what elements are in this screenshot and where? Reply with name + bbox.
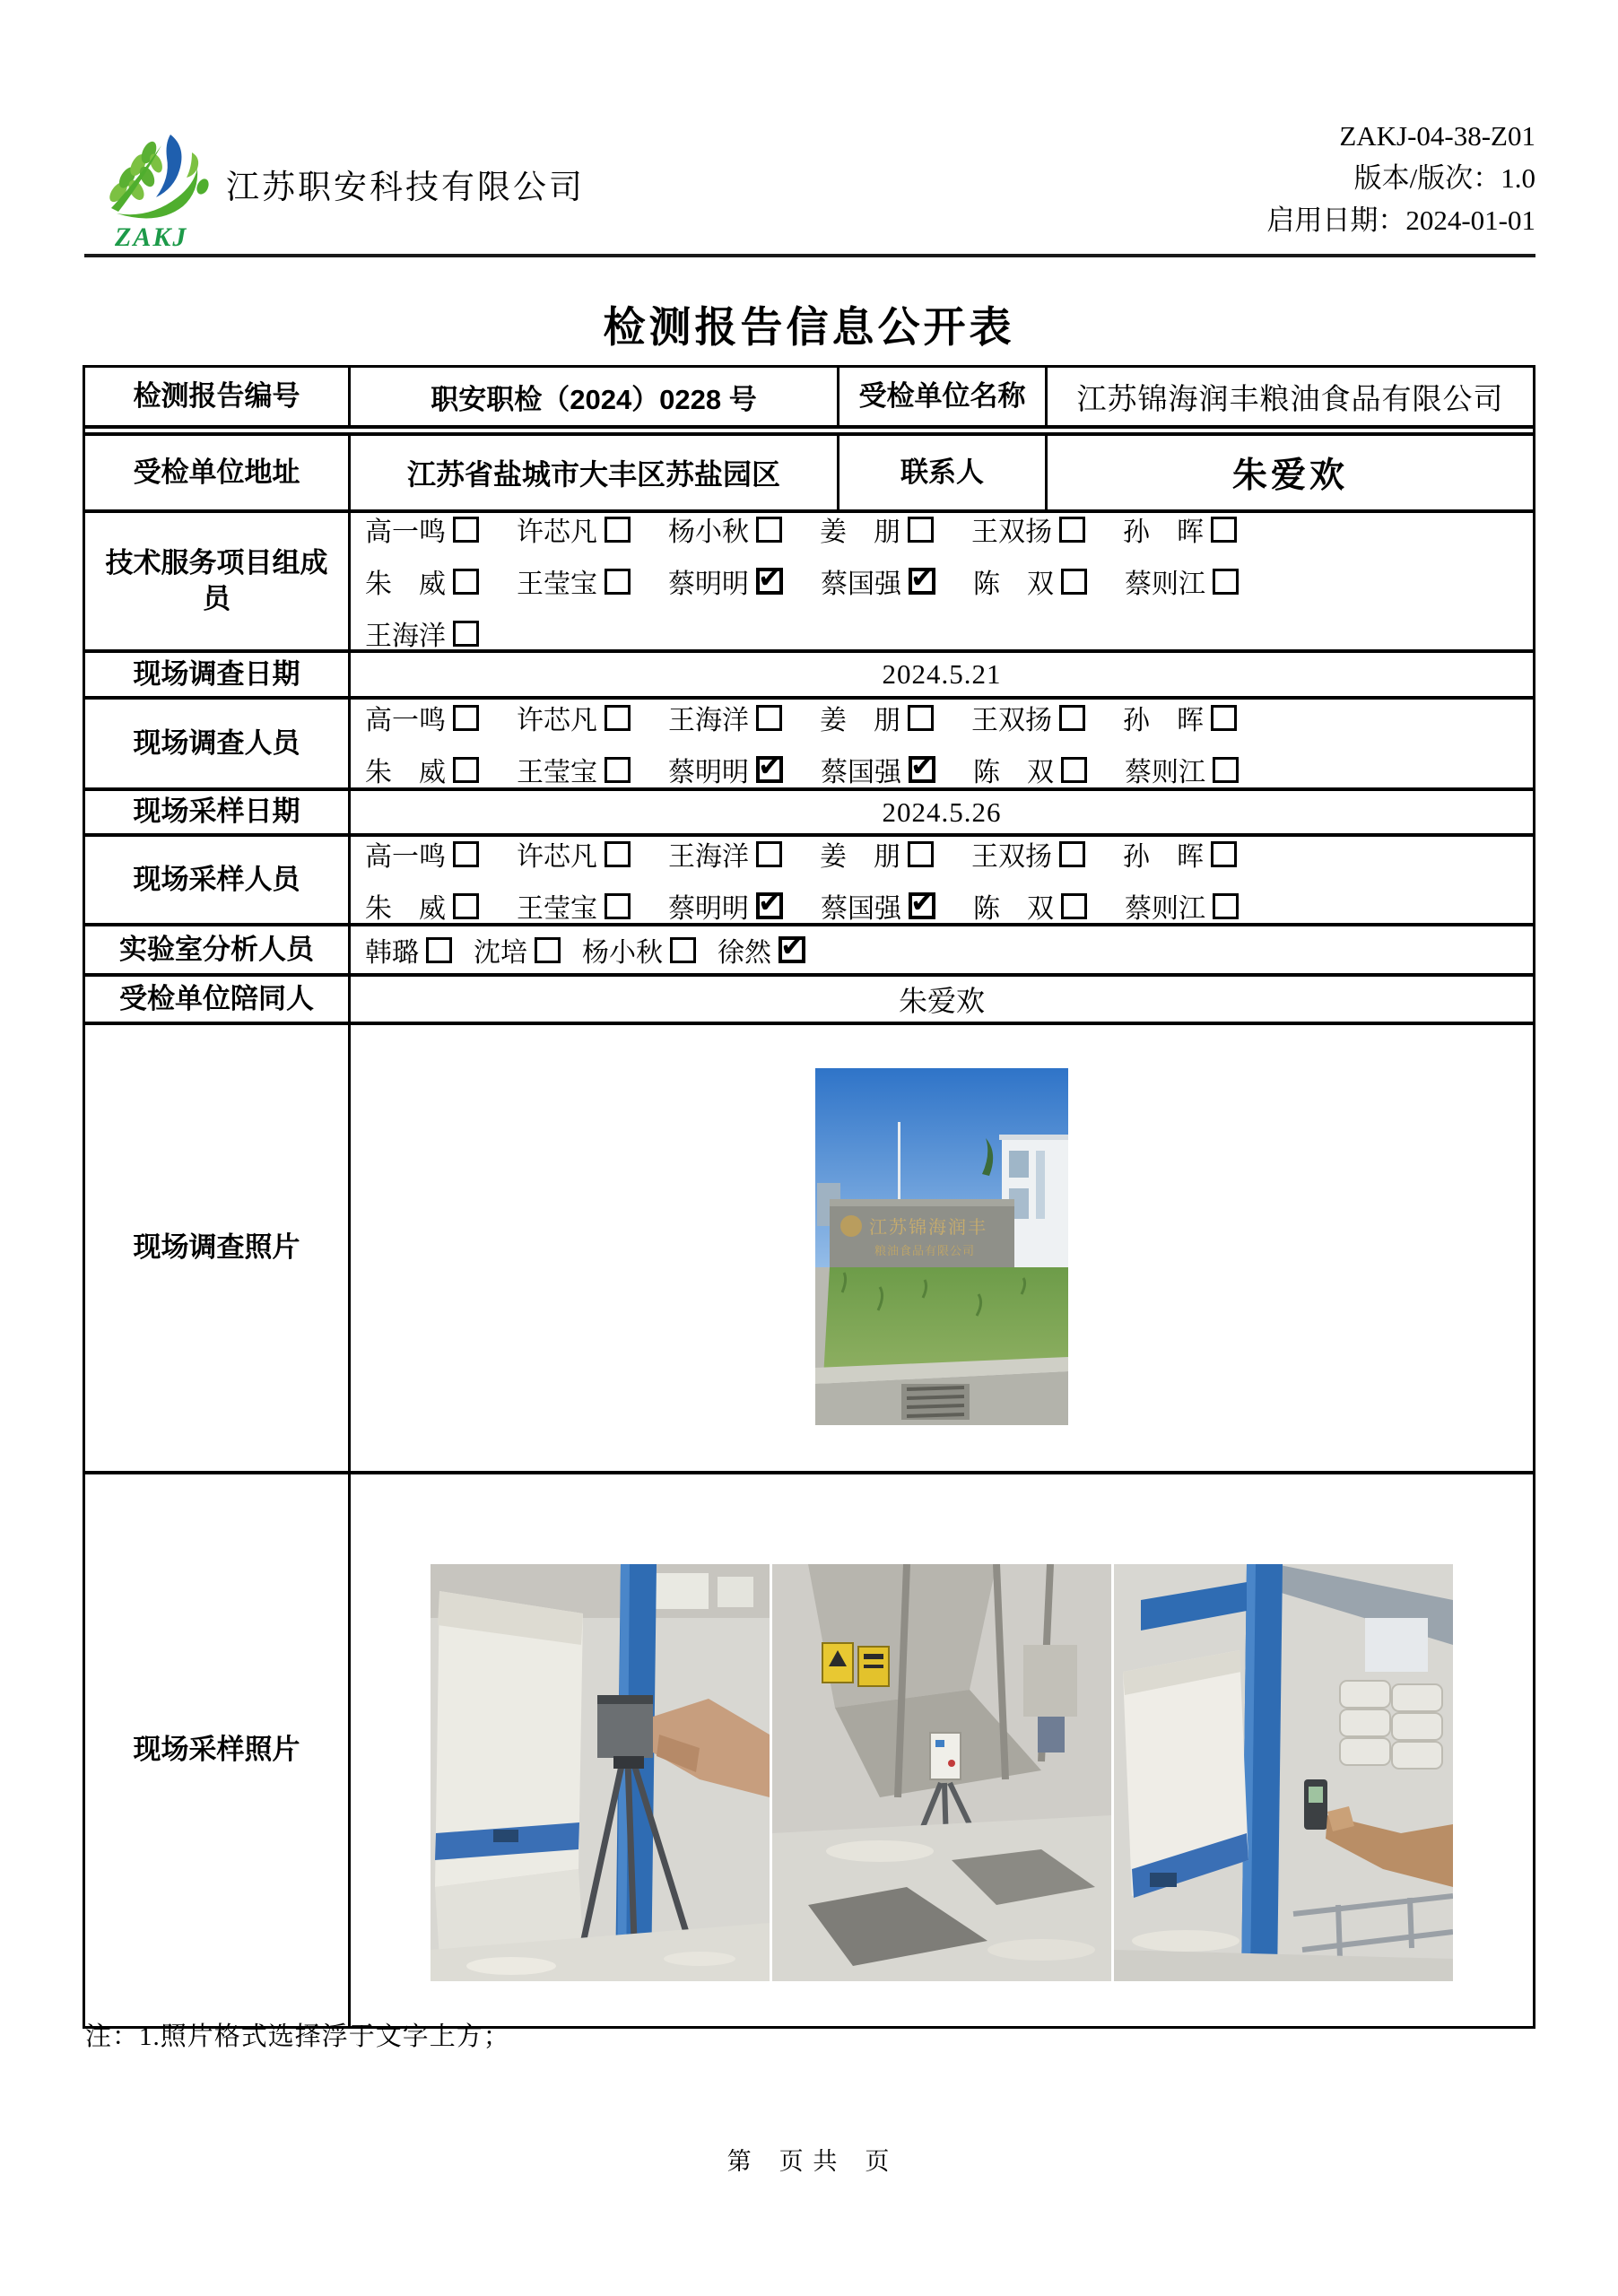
staff-member	[971, 698, 1085, 737]
svg-text:粮油食品有限公司: 粮油食品有限公司	[874, 1244, 976, 1257]
escort-value: 朱爱欢	[348, 977, 1533, 1022]
doc-start-date: 启用日期：2024-01-01	[1266, 204, 1535, 236]
staff-member-name: 王海洋	[668, 842, 749, 872]
staff-member	[718, 930, 805, 970]
staff-member-name: 蔡明明	[668, 758, 749, 787]
checkbox-checked-icon	[909, 756, 935, 783]
table-row	[85, 1471, 1533, 2026]
staff-member-name: 徐然	[718, 938, 771, 968]
checkbox-checked-icon	[909, 892, 935, 919]
table-row	[85, 833, 1533, 923]
team-label: 技术服务项目组成员	[105, 546, 328, 614]
staff-member-name: 许芯凡	[517, 706, 597, 735]
staff-member-name: 高一鸣	[365, 842, 446, 872]
staff-member-name: 许芯凡	[517, 842, 597, 872]
logo-text: ZAKJ	[115, 222, 188, 252]
sample-date-value: 2024.5.26	[348, 791, 1533, 833]
checkbox-unchecked-icon	[453, 517, 479, 543]
staff-member-name: 韩璐	[365, 938, 419, 968]
lab-staff-label: 实验室分析人员	[119, 933, 314, 965]
sample-photo-strip	[431, 1564, 1453, 1981]
checkbox-unchecked-icon	[1061, 569, 1087, 595]
staff-member	[365, 886, 479, 926]
staff-member	[517, 698, 631, 737]
checkbox-unchecked-icon	[605, 757, 631, 783]
checkbox-unchecked-icon	[453, 705, 479, 731]
staff-member-name: 陈 双	[973, 894, 1054, 924]
staff-member-name: 蔡明明	[668, 894, 749, 924]
staff-member	[971, 509, 1085, 549]
doc-code: ZAKJ-04-38-Z01	[1339, 120, 1535, 152]
checkbox-checked-icon	[909, 568, 935, 595]
team-members	[348, 513, 1533, 649]
table-row	[85, 696, 1533, 787]
unit-name-value: 江苏锦海润丰粮油食品有限公司	[1045, 368, 1533, 425]
staff-member	[365, 750, 479, 789]
checkbox-unchecked-icon	[605, 841, 631, 867]
company-name: 江苏职安科技有限公司	[226, 170, 585, 206]
checkbox-unchecked-icon	[1211, 517, 1237, 543]
staff-member	[365, 561, 479, 601]
staff-member-name: 王双扬	[971, 842, 1052, 872]
staff-member	[668, 698, 782, 737]
page-title: 检测报告信息公开表	[603, 303, 1015, 351]
unit-addr-label: 受检单位地址	[133, 456, 300, 488]
checkbox-unchecked-icon	[670, 937, 696, 963]
checkbox-unchecked-icon	[756, 705, 782, 731]
checkbox-unchecked-icon	[1059, 517, 1085, 543]
staff-member-name: 蔡明明	[668, 570, 749, 599]
staff-member	[1123, 509, 1237, 549]
staff-member-name: 许芯凡	[517, 517, 597, 547]
staff-member-name: 王海洋	[365, 622, 446, 651]
staff-member-name: 陈 双	[973, 758, 1054, 787]
table-row	[85, 973, 1533, 1022]
checkbox-unchecked-icon	[1059, 705, 1085, 731]
staff-member-name: 杨小秋	[668, 517, 749, 547]
checkbox-unchecked-icon	[1059, 841, 1085, 867]
svg-text:江苏锦海润丰: 江苏锦海润丰	[869, 1218, 987, 1238]
sample-photo-1	[431, 1564, 770, 1981]
survey-photo	[815, 1068, 1068, 1425]
checkbox-unchecked-icon	[605, 517, 631, 543]
staff-member	[973, 886, 1087, 926]
checkbox-unchecked-icon	[756, 841, 782, 867]
staff-member-name: 蔡国强	[821, 894, 901, 924]
contact-label: 联系人	[837, 436, 1045, 509]
survey-date-label: 现场调查日期	[133, 657, 300, 690]
sample-photo-area	[348, 1474, 1533, 2026]
escort-label: 受检单位陪同人	[119, 982, 314, 1014]
staff-member-name: 高一鸣	[365, 706, 446, 735]
table-row	[85, 368, 1533, 436]
checkbox-unchecked-icon	[908, 705, 934, 731]
staff-member-name: 王双扬	[971, 706, 1052, 735]
staff-member	[820, 509, 934, 549]
checkbox-unchecked-icon	[605, 705, 631, 731]
staff-member	[365, 698, 479, 737]
sample-photo-2	[772, 1564, 1111, 1981]
unit-name-label: 受检单位名称	[837, 368, 1045, 425]
staff-member-name: 姜 朋	[820, 842, 900, 872]
checkbox-unchecked-icon	[453, 841, 479, 867]
staff-member	[971, 834, 1085, 874]
staff-member	[365, 613, 479, 653]
staff-member	[820, 698, 934, 737]
staff-member-name: 蔡则江	[1125, 570, 1205, 599]
staff-member	[668, 561, 783, 601]
staff-member-name: 蔡国强	[821, 758, 901, 787]
footnote: 注：1.照片格式选择浮于文字上方；	[85, 2022, 510, 2051]
staff-member-name: 孙 晖	[1123, 842, 1204, 872]
staff-member	[973, 750, 1087, 789]
sample-date-label: 现场采样日期	[133, 796, 300, 828]
staff-member-name: 姜 朋	[820, 706, 900, 735]
survey-photo-area	[348, 1025, 1533, 1471]
staff-member-name: 朱 威	[365, 570, 446, 599]
table-row	[85, 509, 1533, 649]
checkbox-checked-icon	[756, 892, 783, 919]
staff-member	[821, 886, 935, 926]
staff-member	[821, 750, 935, 789]
staff-member	[973, 561, 1087, 601]
checkbox-unchecked-icon	[908, 841, 934, 867]
checkbox-unchecked-icon	[908, 517, 934, 543]
checkbox-unchecked-icon	[756, 517, 782, 543]
checkbox-unchecked-icon	[453, 569, 479, 595]
staff-member-name: 孙 晖	[1123, 706, 1204, 735]
staff-member	[668, 886, 783, 926]
checkbox-unchecked-icon	[1213, 757, 1239, 783]
checkbox-unchecked-icon	[1213, 893, 1239, 919]
staff-member-name: 朱 威	[365, 758, 446, 787]
staff-member	[582, 930, 696, 970]
sample-photo-3	[1114, 1564, 1453, 1981]
staff-member-name: 杨小秋	[582, 938, 663, 968]
report-no-label: 检测报告编号	[133, 379, 300, 412]
checkbox-unchecked-icon	[1211, 705, 1237, 731]
checkbox-unchecked-icon	[1211, 841, 1237, 867]
staff-member	[821, 561, 935, 601]
checkbox-unchecked-icon	[1061, 757, 1087, 783]
document-meta	[1266, 115, 1535, 241]
contact-value: 朱爱欢	[1045, 436, 1533, 509]
report-no-value: 职安职检（2024）0228 号	[348, 368, 837, 425]
survey-staff-label: 现场调查人员	[133, 726, 300, 759]
page-number-footer: 第 页 共 页	[726, 2148, 892, 2175]
staff-member	[517, 886, 631, 926]
survey-photo-label: 现场调查照片	[133, 1231, 300, 1264]
checkbox-unchecked-icon	[605, 569, 631, 595]
staff-member-name: 蔡则江	[1125, 758, 1205, 787]
doc-version: 版本/版次：1.0	[1353, 162, 1535, 194]
staff-member	[1125, 561, 1239, 601]
checkbox-unchecked-icon	[453, 621, 479, 647]
staff-member-name: 王海洋	[668, 706, 749, 735]
sample-photo-label: 现场采样照片	[133, 1734, 300, 1766]
staff-member	[365, 509, 479, 549]
staff-member-name: 姜 朋	[820, 517, 900, 547]
lab-staff-members	[348, 926, 1533, 973]
staff-member-name: 王莹宝	[517, 894, 597, 924]
staff-member-name: 蔡则江	[1125, 894, 1205, 924]
staff-member-name: 高一鸣	[365, 517, 446, 547]
staff-member-name: 孙 晖	[1123, 517, 1204, 547]
unit-addr-value: 江苏省盐城市大丰区苏盐园区	[348, 436, 837, 509]
staff-member	[1123, 834, 1237, 874]
staff-member	[365, 930, 452, 970]
staff-member	[1123, 698, 1237, 737]
staff-member	[1125, 750, 1239, 789]
checkbox-unchecked-icon	[453, 893, 479, 919]
staff-member	[1125, 886, 1239, 926]
survey-staff-members	[348, 700, 1533, 787]
table-row	[85, 1022, 1533, 1471]
staff-member	[517, 561, 631, 601]
staff-member-name: 蔡国强	[821, 570, 901, 599]
staff-member	[517, 834, 631, 874]
sample-staff-members	[348, 837, 1533, 923]
staff-member	[365, 834, 479, 874]
checkbox-unchecked-icon	[1061, 893, 1087, 919]
checkbox-unchecked-icon	[605, 893, 631, 919]
staff-member-name: 陈 双	[973, 570, 1054, 599]
checkbox-unchecked-icon	[426, 937, 452, 963]
checkbox-checked-icon	[779, 936, 805, 963]
staff-member	[668, 750, 783, 789]
sample-staff-label: 现场采样人员	[133, 863, 300, 895]
staff-member	[668, 834, 782, 874]
staff-member	[820, 834, 934, 874]
report-info-table	[83, 365, 1535, 2029]
staff-member-name: 朱 威	[365, 894, 446, 924]
checkbox-unchecked-icon	[535, 937, 561, 963]
checkbox-checked-icon	[756, 756, 783, 783]
staff-member	[668, 509, 782, 549]
table-row	[85, 923, 1533, 973]
staff-member-name: 王莹宝	[517, 570, 597, 599]
header-divider	[84, 254, 1535, 257]
staff-member-name: 王莹宝	[517, 758, 597, 787]
checkbox-unchecked-icon	[453, 757, 479, 783]
staff-member	[474, 930, 561, 970]
survey-date-value: 2024.5.21	[348, 653, 1533, 696]
staff-member-name: 王双扬	[971, 517, 1052, 547]
staff-member	[517, 750, 631, 789]
checkbox-unchecked-icon	[1213, 569, 1239, 595]
staff-member	[517, 509, 631, 549]
checkbox-checked-icon	[756, 568, 783, 595]
staff-member-name: 沈培	[474, 938, 527, 968]
